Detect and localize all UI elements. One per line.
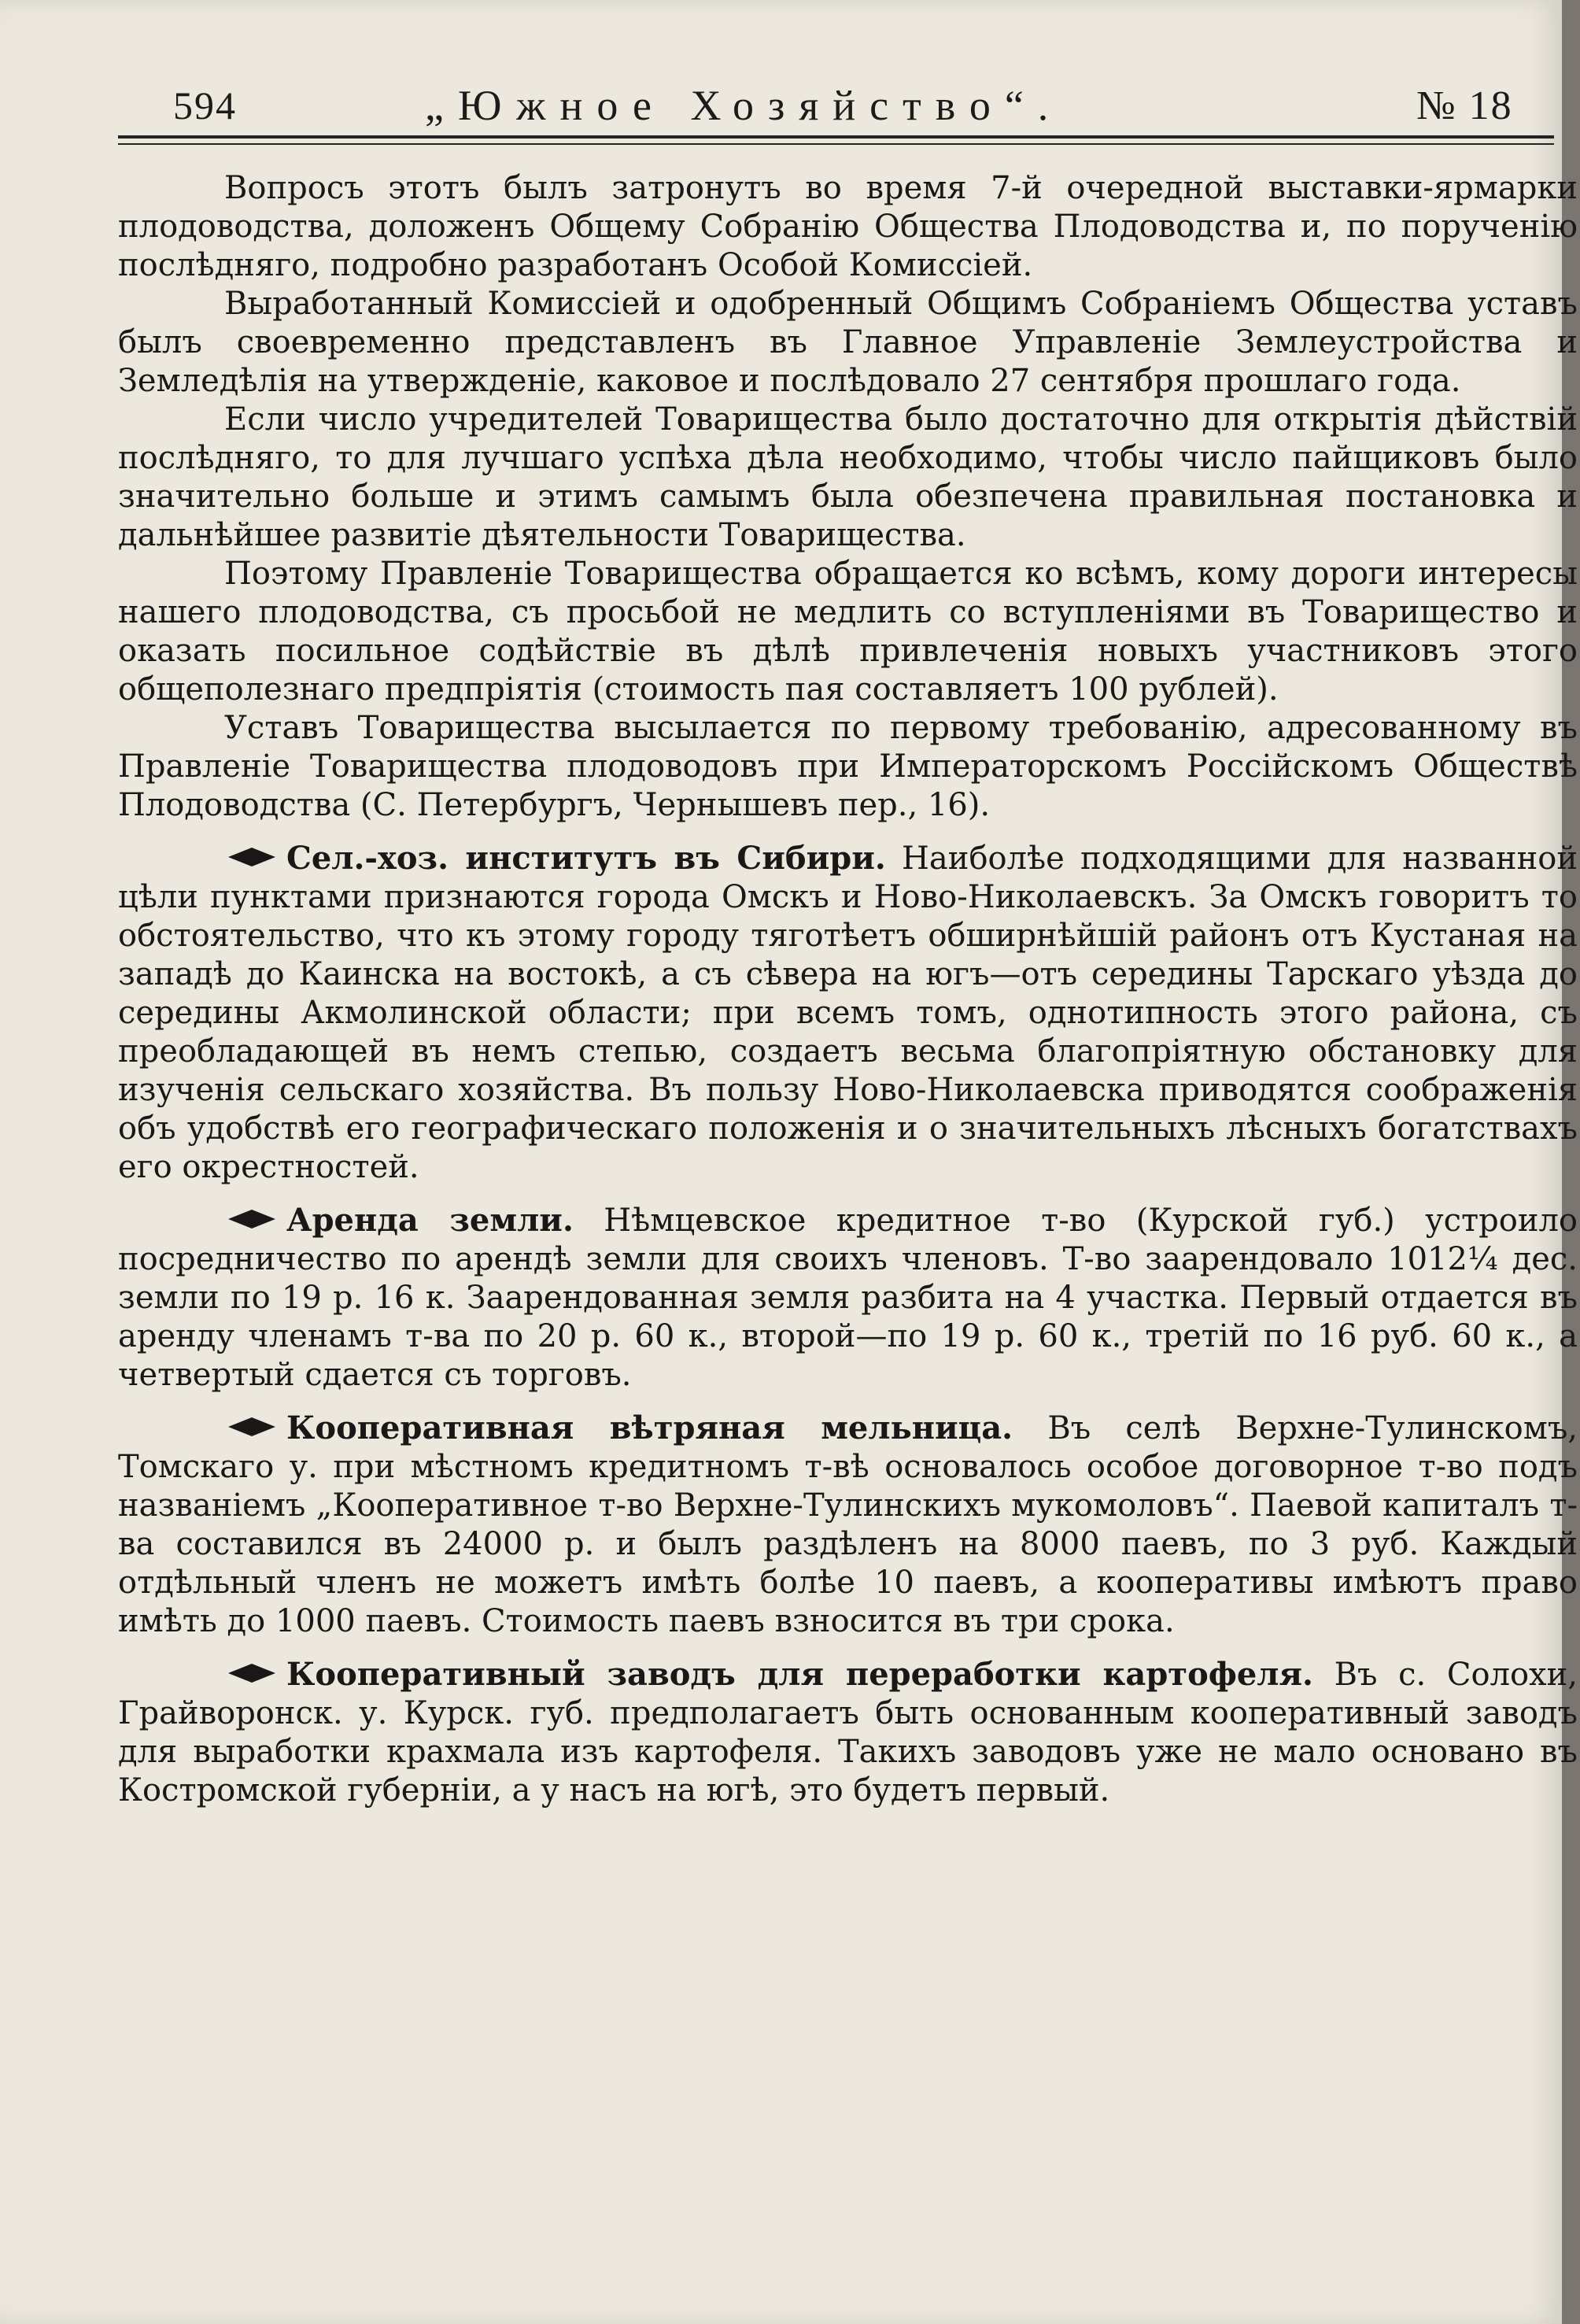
- header-rule-thick: [118, 135, 1554, 139]
- journal-title: „Южное Хозяйство“.: [425, 82, 1063, 129]
- article-body: [118, 169, 1578, 1810]
- diamond-bullet-icon: [228, 1663, 275, 1683]
- diamond-bullet-icon: [228, 847, 275, 867]
- news-item: [118, 1409, 1578, 1641]
- news-item: [118, 1201, 1578, 1395]
- paragraph: Поэтому Правленіе Товарищества обращается ко всѣмъ, кому дороги интересы нашего плодоводства, съ просьбой не медлить со вступленіями въ Товарищество и оказать посильное содѣйствіе въ дѣлѣ привлеченія новыхъ участниковъ этого общеполезнаго предпріятія (стоимость пая составляетъ 100 рублей).: [118, 556, 1578, 708]
- page-header: [118, 75, 1550, 138]
- news-item-title: Кооперативная вѣтряная мельница.: [286, 1410, 1013, 1446]
- diamond-bullet-icon: [228, 1209, 275, 1229]
- diamond-bullet-icon: [228, 1417, 275, 1437]
- news-item: [118, 839, 1578, 1187]
- paragraph: Уставъ Товарищества высылается по первому требованію, адресованному въ Правленіе Товарищества плодоводовъ при Императорскомъ Россійскомъ Обществѣ Плодоводства (С. Петербургъ, Чернышевъ пер., 16).: [118, 710, 1578, 823]
- news-item-text: Нѣмцевское кредитное т-во (Курской губ.) устроило посредничество по арендѣ земли для своихъ членовъ. Т-во заарендовало 1012¼ дес. земли по 19 р. 16 к. Заарендованная земля разбита на 4 участка. Первый отдается въ аренду членамъ т-ва по 20 р. 60 к., второй—по 19 р. 60 к., третій по 16 руб. 60 к., а четвертый сдается съ торговъ.: [118, 1203, 1578, 1393]
- news-item-title: Аренда земли.: [286, 1202, 574, 1239]
- paragraph: Если число учредителей Товарищества было достаточно для открытія дѣйствій послѣдняго, то для лучшаго успѣха дѣла необходимо, чтобы число пайщиковъ было значительно больше и этимъ самымъ была обезпечена правильная постановка и дальнѣйшее развитіе дѣятельности Товарищества.: [118, 401, 1578, 553]
- news-item: [118, 1655, 1578, 1810]
- paragraph: Вопросъ этотъ былъ затронутъ во время 7-й очередной выставки-ярмарки плодоводства, доложенъ Общему Собранію Общества Плодоводства и, по порученію послѣдняго, подробно разработанъ Особой Комиссіей.: [118, 170, 1578, 283]
- page-number: 594: [173, 83, 237, 127]
- news-item-title: Кооперативный заводъ для переработки картофеля.: [286, 1656, 1313, 1693]
- header-rule-thin: [118, 143, 1554, 145]
- issue-number: № 18: [1416, 83, 1513, 128]
- news-item-title: Сел.-хоз. институтъ въ Сибири.: [286, 840, 886, 877]
- news-item-text: Въ селѣ Верхне-Тулинскомъ, Томскаго у. при мѣстномъ кредитномъ т-вѣ основалось особое договорное т-во подъ названіемъ „Кооперативное т-во Верхне-Тулинскихъ мукомоловъ“. Паевой капиталъ т-ва составился въ 24000 р. и былъ раздѣленъ на 8000 паевъ, по 3 руб. Каждый отдѣльный членъ не можетъ имѣть болѣе 10 паевъ, а кооперативы имѣютъ право имѣть до 1000 паевъ. Стоимость паевъ взносится въ три срока.: [118, 1410, 1578, 1639]
- news-item-text: Въ с. Солохи, Грайворонск. у. Курск. губ. предполагаетъ быть основанным кооперативный заводъ для выработки крахмала изъ картофеля. Такихъ заводовъ уже не мало основано въ Костромской губерніи, а у насъ на югѣ, это будетъ первый.: [118, 1657, 1578, 1809]
- news-item-text: Наиболѣе подходящими для названной цѣли пунктами признаются города Омскъ и Ново-Николаевскъ. За Омскъ говоритъ то обстоятельство, что къ этому городу тяготѣетъ обширнѣйшій районъ отъ Кустаная на западѣ до Каинска на востокѣ, а съ сѣвера на югъ—отъ середины Тарскаго уѣзда до середины Акмолинской области; при всемъ томъ, однотипность этого района, съ преобладающей въ немъ степью, создаетъ весьма благопріятную обстановку для изученія сельскаго хозяйства. Въ пользу Ново-Николаевска приводятся соображенія объ удобствѣ его географическаго положенія и о значительныхъ лѣсныхъ богатствахъ его окрестностей.: [118, 841, 1578, 1185]
- paragraph: Выработанный Комиссіей и одобренный Общимъ Собраніемъ Общества уставъ былъ своевременно представленъ въ Главное Управленіе Землеустройства и Земледѣлія на утвержденіе, каковое и послѣдовало 27 сентября прошлаго года.: [118, 286, 1578, 399]
